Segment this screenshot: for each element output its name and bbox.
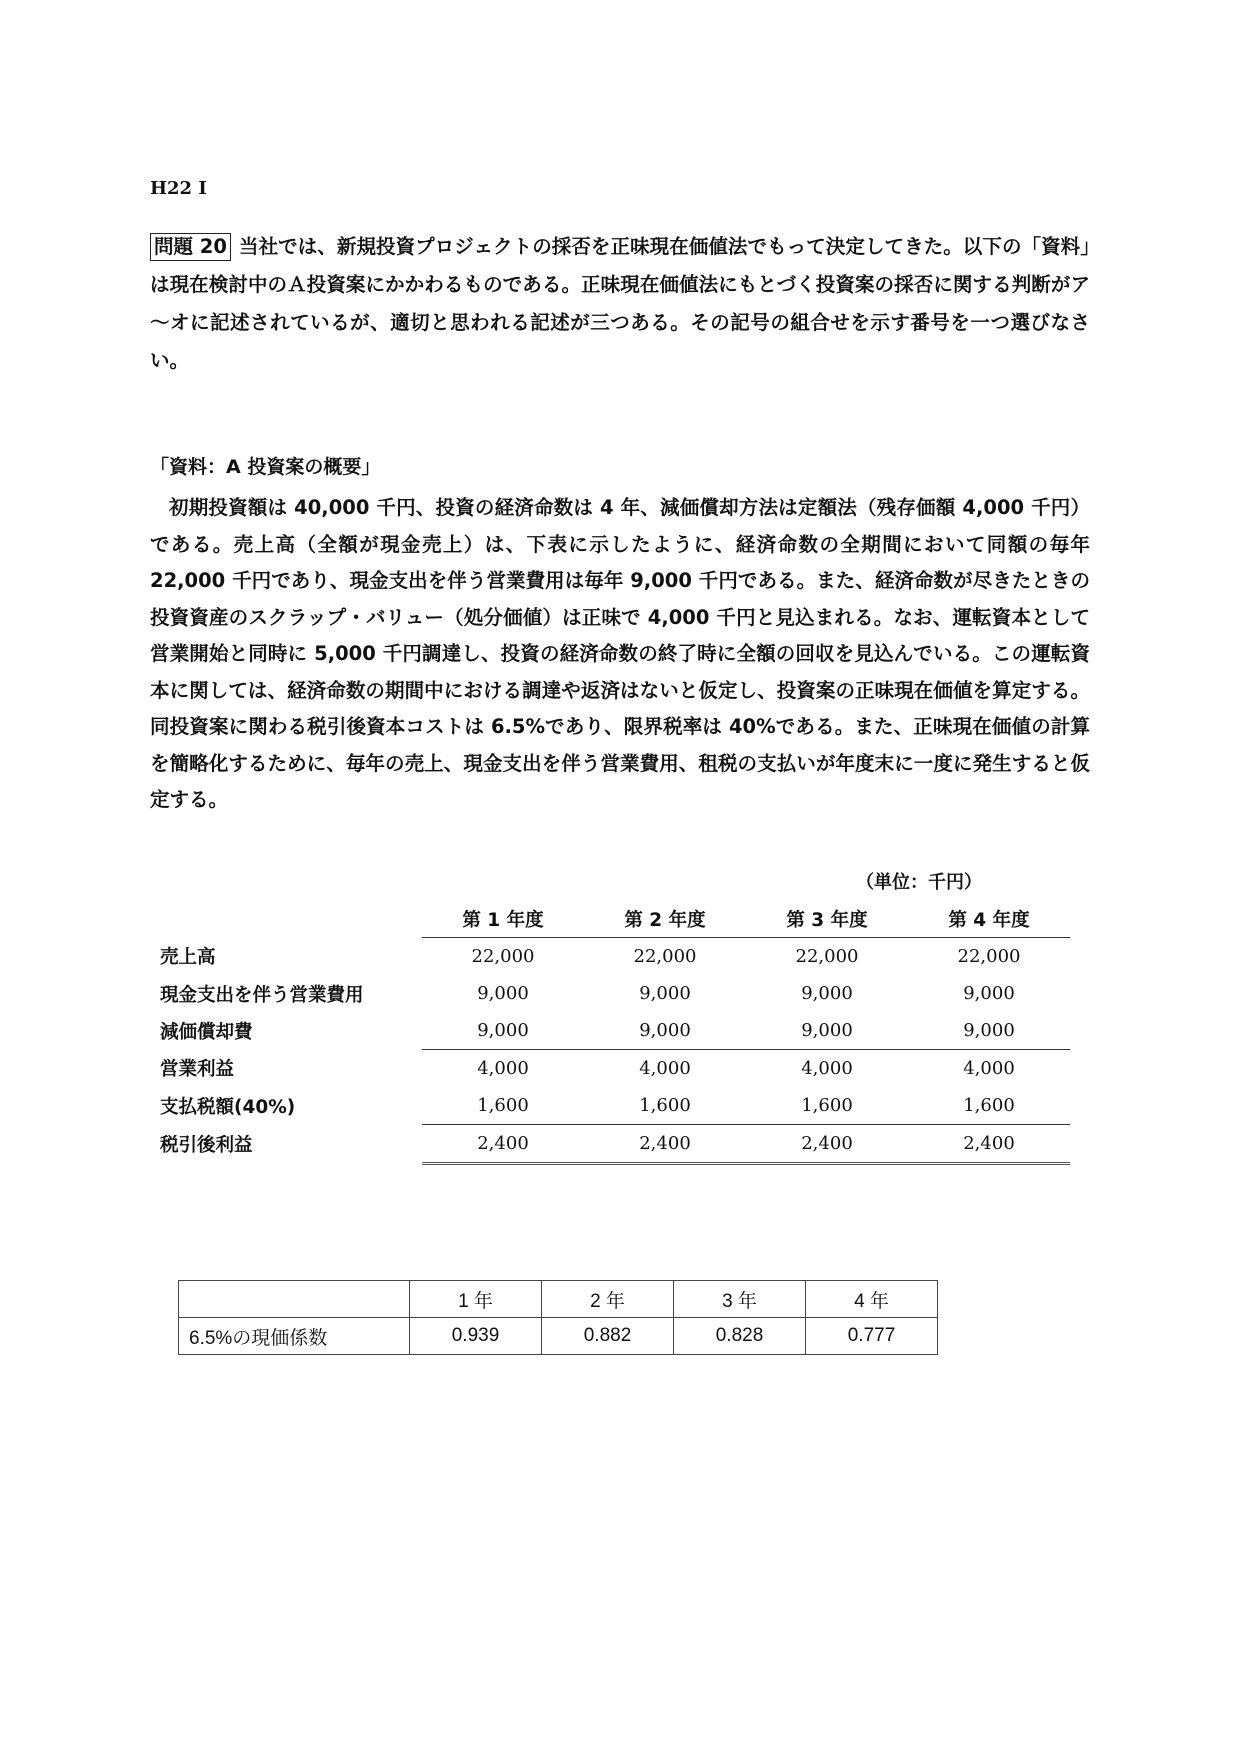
pv-column-header: 1 年	[410, 1281, 542, 1318]
table-cell: 9,000	[801, 983, 853, 1004]
pv-column-header: 4 年	[806, 1281, 938, 1318]
table-cell: 1,600	[639, 1095, 691, 1116]
pv-factor-cell: 0.939	[410, 1318, 542, 1355]
table-cell: 9,000	[801, 1020, 853, 1041]
income-table	[150, 900, 1070, 1165]
column-header-year4: 第 4 年度	[908, 900, 1070, 938]
table-cell: 22,000	[795, 946, 859, 967]
question-block	[150, 228, 1090, 380]
table-cell: 9,000	[639, 983, 691, 1004]
table-cell: 4,000	[746, 1050, 908, 1088]
table-cell: 22,000	[957, 946, 1021, 967]
present-value-factor-table	[178, 1280, 938, 1355]
income-table-header	[150, 900, 1070, 938]
column-header-year2: 第 2 年度	[584, 900, 746, 938]
table-cell: 2,400	[422, 1125, 584, 1164]
table-row	[150, 1087, 1070, 1125]
table-cell: 22,000	[471, 946, 535, 967]
table-cell: 1,600	[963, 1095, 1015, 1116]
pv-factor-cell: 0.777	[806, 1318, 938, 1355]
column-header-year3: 第 3 年度	[746, 900, 908, 938]
pv-factor-cell: 0.828	[674, 1318, 806, 1355]
pv-column-header: 3 年	[674, 1281, 806, 1318]
table-cell: 9,000	[963, 1020, 1015, 1041]
question-text: 当社では、新規投資プロジェクトの採否を正味現在価値法でもって決定してきた。以下の「資料」は現在検討中のＡ投資案にかかわるものである。正味現在価値法にもとづく投資案の採否に関する判断がア～オに記述されているが、適切と思われる記述が三つある。その記号の組合せを示す番号を一つ選びなさい。	[150, 235, 1090, 372]
unit-label: （単位：千円）	[856, 872, 982, 893]
row-label-sales: 売上高	[160, 947, 216, 969]
table-row	[150, 938, 1070, 976]
table-row	[150, 975, 1070, 1012]
table-row	[150, 1125, 1070, 1164]
pv-column-header: 2 年	[542, 1281, 674, 1318]
table-row	[150, 1012, 1070, 1050]
column-header-year1: 第 1 年度	[422, 900, 584, 938]
pv-value-row	[179, 1318, 938, 1355]
table-cell: 9,000	[963, 983, 1015, 1004]
exam-id: H22 Ⅰ	[150, 178, 207, 199]
case-description: 初期投資額は 40,000 千円、投資の経済命数は 4 年、減価償却方法は定額法（残存価額 4,000 千円）である。売上高（全額が現金売上）は、下表に示したように、経済命数の全期間において同額の毎年 22,000 千円であり、現金支出を伴う営業費用は毎年 9,000 千円である。また、経済命数が尽きたときの投資資産のスクラップ・バリュー（処分価値）は正味で 4,000 千円と見込まれる。なお、運転資本として営業開始と同時に 5,000 千円調達し、投資の経済命数の終了時に全額の回収を見込んでいる。この運転資本に関しては、経済命数の期間中における調達や返済はないと仮定し、投資案の正味現在価値を算定する。同投資案に関わる税引後資本コストは 6.5%であり、限界税率は 40%である。また、正味現在価値の計算を簡略化するために、毎年の売上、現金支出を伴う営業費用、租税の支払いが年度末に一度に発生すると仮定する。	[150, 496, 1090, 811]
header-blank	[150, 900, 422, 938]
pv-row-label: 6.5%の現価係数	[179, 1318, 410, 1355]
table-cell: 9,000	[477, 1020, 529, 1041]
question-number-box: 問題 20	[150, 233, 231, 261]
row-label-depreciation: 減価償却費	[160, 1021, 253, 1043]
table-cell: 2,400	[584, 1125, 746, 1164]
table-cell: 4,000	[908, 1050, 1070, 1088]
row-label-tax: 支払税額(40%)	[160, 1096, 296, 1118]
pv-factor-cell: 0.882	[542, 1318, 674, 1355]
table-row	[150, 1050, 1070, 1088]
table-cell: 9,000	[639, 1020, 691, 1041]
table-cell: 1,600	[477, 1095, 529, 1116]
table-cell: 2,400	[746, 1125, 908, 1164]
section-title: 「資料：A 投資案の概要」	[150, 456, 381, 478]
table-cell: 4,000	[422, 1050, 584, 1088]
table-cell: 9,000	[477, 983, 529, 1004]
pv-header-row	[179, 1281, 938, 1318]
row-label-operating-income: 営業利益	[160, 1059, 235, 1081]
table-cell: 4,000	[584, 1050, 746, 1088]
pv-header-blank	[179, 1281, 410, 1318]
table-cell: 1,600	[801, 1095, 853, 1116]
row-label-net-income: 税引後利益	[160, 1135, 253, 1156]
table-cell: 2,400	[908, 1125, 1070, 1164]
table-cell: 22,000	[633, 946, 697, 967]
row-label-cash-expense: 現金支出を伴う営業費用	[160, 984, 364, 1006]
